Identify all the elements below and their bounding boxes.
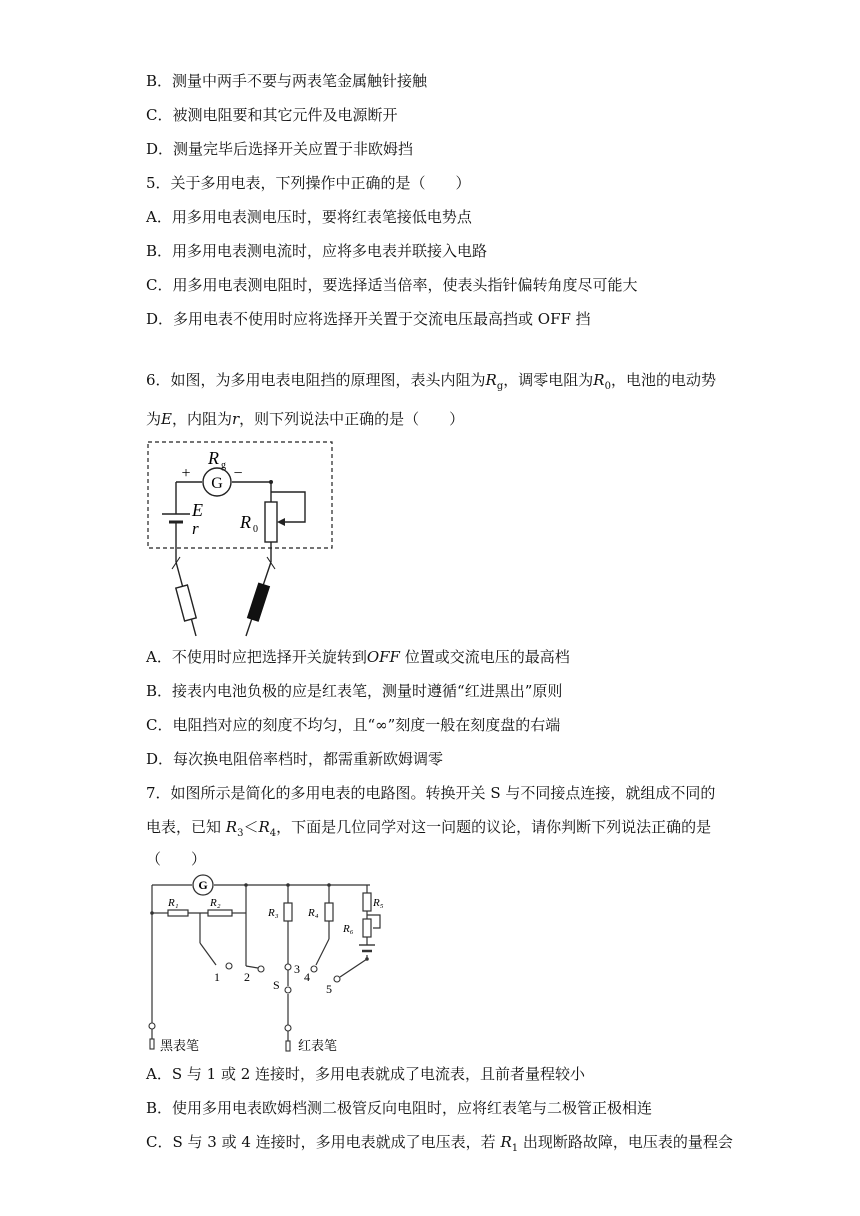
- q7-circuit-diagram: [140, 873, 390, 1059]
- black-probe-plug: [150, 1039, 154, 1049]
- r1-label: R₁: [168, 897, 179, 909]
- contact-4: [311, 966, 317, 972]
- q7-less-than: ＜: [243, 818, 259, 836]
- battery-symbol: [162, 514, 190, 522]
- q7-r3-subscript: 3: [237, 828, 244, 839]
- contact-1: [226, 963, 232, 969]
- r0-label-subscript: 0: [253, 524, 258, 535]
- battery-symbol-2: [359, 945, 375, 951]
- q6-option-c: C．电阻挡对应的刻度不均匀，且“∞”刻度一般在刻度盘的右端: [146, 716, 561, 734]
- red-probe-label: 红表笔: [298, 1038, 338, 1053]
- q6-option-d: D．每次换电阻倍率档时，都需重新欧姆调零: [146, 750, 444, 768]
- q4-option-b: B．测量中两手不要与两表笔金属触针接触: [146, 72, 428, 90]
- q6-stem-part-b: ，调零电阻为: [503, 371, 594, 389]
- black-probe-label: 黑表笔: [160, 1038, 200, 1053]
- zeroing-resistor-r0: [265, 502, 277, 542]
- q5-option-d: D．多用电表不使用时应将选择开关置于交流电压最高挡或 OFF 挡: [146, 310, 591, 328]
- r5-label: R₅: [373, 897, 384, 909]
- left-probe: [176, 585, 196, 621]
- q6-stem-line1: [146, 370, 716, 397]
- q6-option-a: [146, 647, 570, 667]
- q5-stem: 5．关于多用电表，下列操作中正确的是（ ）: [146, 174, 471, 192]
- right-probe: [248, 583, 270, 621]
- q7-option-c-part1: C．S 与 3 或 4 连接时，多用电表就成了电压表，若: [146, 1133, 501, 1151]
- internal-resistance-label: r: [192, 519, 199, 538]
- q5-option-b: B．用多用电表测电流时，应将多电表并联接入电路: [146, 242, 488, 260]
- q7-option-c-part2: 出现断路故障，电压表的量程会: [518, 1133, 733, 1151]
- rg-label-subscript: g: [221, 460, 226, 471]
- q7-option-c: [146, 1132, 733, 1159]
- switch-s-label: S: [273, 978, 280, 992]
- q7-option-a: A．S 与 1 或 2 连接时，多用电表就成了电流表，且前者量程较小: [146, 1065, 586, 1083]
- q6-rg-subscript: g: [496, 381, 504, 392]
- q7-stem2-part-a: 电表，已知: [146, 818, 226, 836]
- q7-stem2-part-b: ，下面是几位同学对这一问题的议论，请你判断下列说法正确的是: [276, 818, 712, 836]
- q6-option-a-part2: 位置或交流电压的最高档: [399, 648, 570, 666]
- contact-4-label: 4: [304, 970, 310, 984]
- resistor-r3: [284, 903, 292, 921]
- red-probe-terminal: [285, 1025, 291, 1031]
- resistor-r1: [168, 910, 188, 916]
- contact-2: [258, 966, 264, 972]
- switch-s-pivot: [285, 987, 291, 993]
- q4-option-d: D．测量完毕后选择开关应置于非欧姆挡: [146, 140, 414, 158]
- resistor-r6: [363, 919, 371, 937]
- q7-r4-subscript: 4: [269, 828, 277, 839]
- q7-option-c-r1: R: [500, 1133, 512, 1151]
- q6-circuit-diagram: [140, 436, 340, 638]
- q6-r0-subscript: 0: [604, 381, 611, 392]
- contact-3-label: 3: [294, 962, 300, 976]
- q6-stem-line2: [146, 409, 464, 429]
- emf-label: E: [192, 500, 203, 520]
- q5-option-c: C．用多用电表测电阻时，要选择适当倍率，使表头指针偏转角度尽可能大: [146, 276, 638, 294]
- q6-option-a-part1: A．不使用时应把选择开关旋转到: [146, 648, 367, 666]
- q7-r3-symbol: R: [225, 818, 238, 836]
- q4-option-c: C．被测电阻要和其它元件及电源断开: [146, 106, 398, 124]
- rg-label: R: [208, 448, 219, 468]
- q5-option-a: A．用多用电表测电压时，要将红表笔接低电势点: [146, 208, 472, 226]
- q6-stem-part-c: ，电池的电动势: [610, 371, 716, 389]
- q6-r0-symbol: R: [593, 371, 605, 389]
- r4-label: R₄: [308, 907, 319, 919]
- q7-stem-line1: 7．如图所示是简化的多用电表的电路图。转换开关 S 与不同接点连接，就组成不同的: [146, 784, 716, 802]
- q7-option-c-r1-subscript: 1: [511, 1143, 519, 1154]
- q6-option-a-off: OFF: [366, 648, 400, 666]
- q7-stem-line2: [146, 817, 711, 844]
- q6-stem2-part-b: ，内阻为: [171, 410, 232, 428]
- galvanometer-label: G: [211, 475, 223, 492]
- contact-2-label: 2: [244, 970, 250, 984]
- r6-label: R₆: [343, 923, 354, 935]
- q7-r4-symbol: R: [258, 818, 270, 836]
- contact-5-label: 5: [326, 982, 332, 996]
- resistor-r2: [208, 910, 232, 916]
- q6-option-b: B．接表内电池负极的应是红表笔，测量时遵循“红进黑出”原则: [146, 682, 563, 700]
- q6-stem-part-a: 6．如图，为多用电表电阻挡的原理图，表头内阻为: [146, 371, 486, 389]
- q6-e-symbol: E: [161, 410, 172, 428]
- q6-stem2-part-c: ，则下列说法中正确的是（ ）: [239, 410, 465, 428]
- plus-terminal-sign: +: [181, 465, 191, 482]
- r2-label: R₂: [210, 897, 221, 909]
- black-probe-terminal: [149, 1023, 155, 1029]
- contact-1-label: 1: [214, 970, 220, 984]
- q6-r-symbol: r: [231, 410, 240, 428]
- galvanometer-label-2: G: [198, 878, 208, 892]
- contact-3: [285, 964, 291, 970]
- resistor-r5: [363, 893, 371, 911]
- r0-label: R: [240, 512, 251, 532]
- r3-label: R₃: [268, 907, 279, 919]
- q6-stem2-part-a: 为: [146, 410, 162, 428]
- red-probe-plug: [286, 1041, 290, 1051]
- minus-terminal-sign: −: [233, 465, 243, 482]
- resistor-r4: [325, 903, 333, 921]
- contact-5: [334, 976, 340, 982]
- q6-rg-symbol: R: [485, 371, 497, 389]
- q7-option-b: B．使用多用电表欧姆档测二极管反向电阻时，应将红表笔与二极管正极相连: [146, 1099, 653, 1117]
- q7-stem-line3: （ ）: [146, 850, 207, 868]
